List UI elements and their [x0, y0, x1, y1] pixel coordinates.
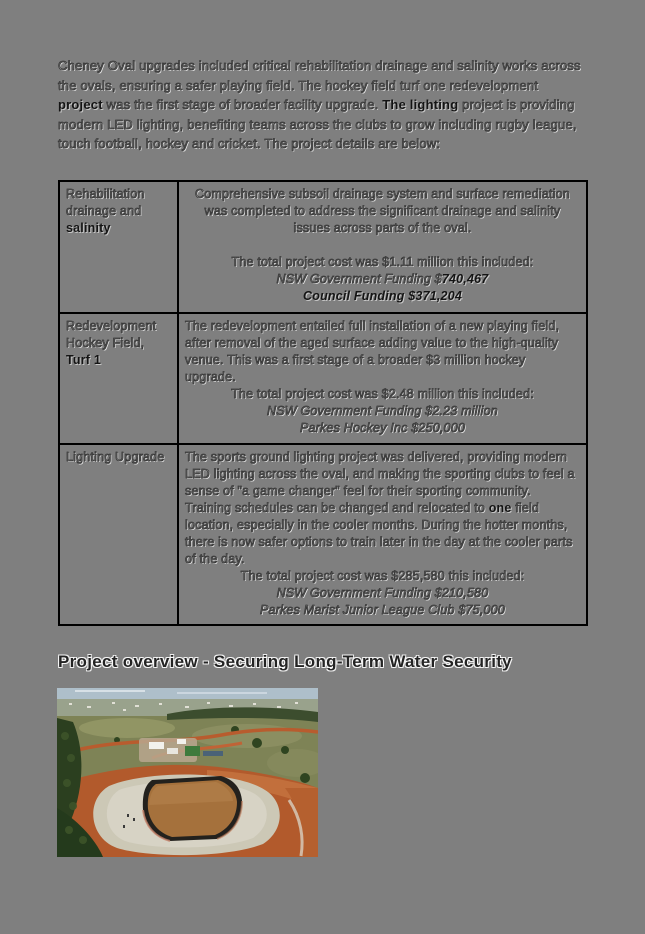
intro-bold-project: project	[58, 97, 103, 112]
funding-line: NSW Government Funding $210,580	[276, 586, 489, 600]
aerial-photo	[57, 688, 318, 857]
cost-line: The total project cost was $285,580 this included:	[240, 569, 525, 583]
row-header-bold-text: Turf 1	[66, 353, 101, 367]
table-row-lighting-upgrade	[59, 444, 587, 625]
section-title: Project overview - Securing Long-Term Water Security	[58, 652, 512, 671]
intro-text-segment: was the first stage of broader facility upgrade.	[102, 97, 383, 112]
row-header-text: Lighting Upgrade	[66, 450, 165, 464]
cost-line: The total project cost was $1.11 million this included:	[231, 255, 534, 269]
row-detail-cell	[178, 444, 587, 625]
aerial-photo-image	[57, 688, 318, 857]
funding-line: Parkes Marist Junior League Club $75,000	[260, 603, 505, 617]
row-header-text: Redevelopment Hockey Field,	[66, 319, 157, 350]
cost-line: The total project cost was $2.48 million this included:	[231, 387, 534, 401]
table-row-hockey-field	[59, 313, 587, 444]
detail-paragraph: The sports ground lighting project was delivered, providing modern LED lighting across the oval, and making the sporting clubs to feel a sense of "a game changer" feel for their sporting community. Training schedules can be changed and relocated to one field location, especially in the cooler months. During the hotter months, there is now safer options to train later in the day at the cooler parts of the day.	[185, 450, 575, 566]
blank-line	[185, 237, 580, 254]
row-detail-cell	[178, 181, 587, 313]
funding-line: Parkes Hockey Inc $250,000	[299, 421, 465, 435]
row-detail-cell	[178, 313, 587, 444]
row-header-cell	[59, 444, 178, 625]
funding-line: NSW Government Funding $2.23 million	[267, 404, 498, 418]
intro-paragraph	[58, 56, 586, 154]
row-header-text: Rehabilitation drainage and	[66, 187, 145, 218]
row-header-bold-text: salinity	[66, 221, 111, 235]
row-header-cell	[59, 181, 178, 313]
detail-paragraph: Comprehensive subsoil drainage system and surface remediation was completed to address the significant drainage and salinity issues across parts of the oval.	[195, 187, 570, 235]
funding-line: Council Funding $371,204	[303, 289, 462, 303]
detail-paragraph: The redevelopment entailed full installation of a new playing field, after removal of the aged surface adding value to the high-quality venue. This was a first stage of a broader $3 million hockey upgrade.	[185, 319, 560, 384]
table-row-rehabilitation	[59, 181, 587, 313]
row-header-cell	[59, 313, 178, 444]
intro-text-segment: project is providing modern LED lighting, benefiting teams across the clubs to grow including rugby league, touch football, hockey and cricket. The project details are below:	[58, 97, 577, 151]
intro-bold-the-lighting: The lighting	[382, 97, 459, 112]
projects-table	[58, 180, 588, 626]
intro-text-segment: Cheney Oval upgrades included critical rehabilitation drainage and salinity works across the ovals, ensuring a safer playing field. The hockey field turf one redevelopment	[58, 58, 581, 93]
funding-line: NSW Government Funding $740,467	[276, 272, 489, 286]
